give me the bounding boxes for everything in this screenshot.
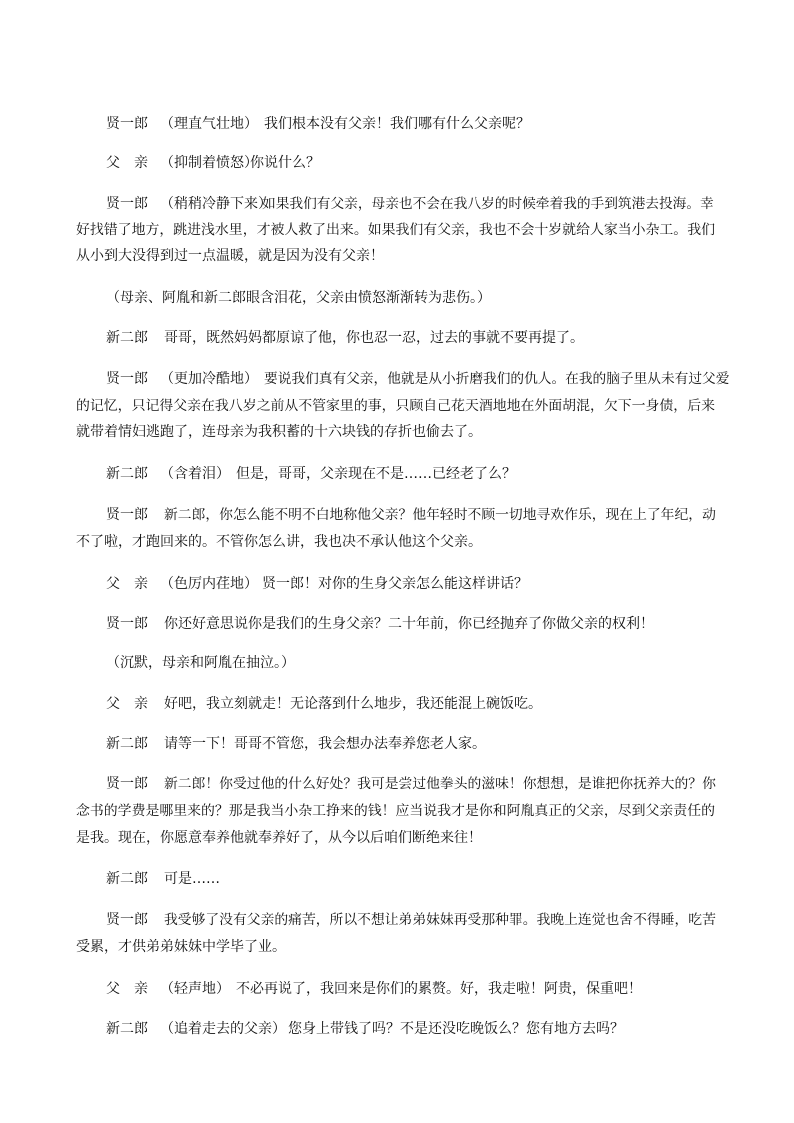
stage-direction: （更加冷酷地） [160,371,258,387]
dialogue-text: 您身上带钱了吗？不是还没吃晚饭么？您有地方去吗？ [288,1021,624,1037]
dialogue-text: 好找错了地方，跳进浅水里，才被人救了出来。如果我们有父亲，我也不会十岁就给人家当小杂工。我们 [76,222,715,238]
stage-note-text: （母亲、阿胤和新二郎眼含泪花，父亲由愤怒渐渐转为悲伤。） [106,290,491,306]
dialogue-text: 从小到大没得到过一点温暖，就是因为没有父亲！ [76,248,384,264]
dialogue-text: 但是，哥哥，父亲现在不是……已经老了么？ [236,466,516,482]
dialogue-text: 不了啦，才跑回来的。不管你怎么讲，我也决不承认他这个父亲。 [76,534,482,550]
dialogue-text: 我们根本没有父亲！我们哪有什么父亲呢？ [264,116,530,132]
speaker-name: 新二郎 [106,736,148,752]
stage-direction: （抑制着愤怒） [160,155,258,171]
dialogue-text: 新二郎！你受过他的什么好处？我可是尝过他拳头的滋味！你想想，是谁把你抚养大的？你 [164,776,716,792]
dialogue-text: 你说什么？ [250,155,320,171]
dialogue-text: 贤一郎！对你的生身父亲怎么能这样讲话？ [262,576,528,592]
speaker-name: 贤一郎 [106,776,148,792]
speaker-name: 贤一郎 [106,507,148,523]
stage-note-text: （沉默，母亲和阿胤在抽泣。） [106,655,295,671]
speaker-name: 贤一郎 [106,196,148,212]
stage-direction: （理直气壮地） [160,116,258,132]
speaker-name: 父 亲 [106,576,148,592]
dialogue-text: 可是…… [164,871,220,887]
dialogue-text: 受累，才供弟弟妹妹中学毕了业。 [76,939,286,955]
dialogue-text: 是我。现在，你愿意奉养他就奉养好了，从今以后咱们断绝来往！ [76,830,482,846]
dialogue-text: 新二郎，你怎么能不明不白地称他父亲？他年轻时不顾一切地寻欢作乐，现在上了年纪，动 [164,507,716,523]
dialogue-text: 不必再说了，我回来是你们的累赘。好，我走啦！阿贵，保重吧！ [236,981,642,997]
dialogue-text: 念书的学费是哪里来的？那是我当小杂工挣来的钱！应当说我才是你和阿胤真正的父亲，尽到父亲责任的 [76,803,715,819]
stage-direction: （含着泪） [160,466,230,482]
speaker-name: 贤一郎 [106,371,148,387]
dialogue-text: 哥哥，既然妈妈都原谅了他，你也忍一忍，过去的事就不要再提了。 [164,330,584,346]
speaker-name: 新二郎 [106,1021,148,1037]
stage-direction: （稍稍冷静下来） [160,196,272,212]
speaker-name: 父 亲 [106,155,148,171]
speaker-name: 新二郎 [106,466,148,482]
speaker-name: 父 亲 [106,981,148,997]
dialogue-text: 你还好意思说你是我们的生身父亲？二十年前，你已经抛弃了你做父亲的权利！ [164,616,654,632]
stage-direction: （追着走去的父亲） [160,1021,286,1037]
stage-direction: （色厉内荏地） [160,576,258,592]
speaker-name: 父 亲 [106,696,148,712]
speaker-name: 贤一郎 [106,912,148,928]
speaker-name: 贤一郎 [106,616,148,632]
dialogue-text: 请等一下！哥哥不管您，我会想办法奉养您老人家。 [164,736,486,752]
dialogue-text: 要说我们真有父亲，他就是从小折磨我们的仇人。在我的脑子里从未有过父爱 [264,371,730,387]
speaker-name: 贤一郎 [106,116,148,132]
dialogue-text: 我受够了没有父亲的痛苦，所以不想让弟弟妹妹再受那种罪。我晚上连觉也舍不得睡，吃苦 [164,912,716,928]
dialogue-text: 好吧，我立刻就走！无论落到什么地步，我还能混上碗饭吃。 [164,696,542,712]
speaker-name: 新二郎 [106,871,148,887]
dialogue-text: 的记忆，只记得父亲在我八岁之前从不管家里的事，只顾自己花天酒地地在外面胡混，欠下一身债，后来 [76,398,715,414]
dialogue-text: 如果我们有父亲，母亲也不会在我八岁的时候牵着我的手到筑港去投海。幸 [262,196,714,212]
dialogue-text: 就带着情妇逃跑了，连母亲为我积蓄的十六块钱的存折也偷去了。 [76,424,482,440]
speaker-name: 新二郎 [106,330,148,346]
stage-direction: （轻声地） [160,981,230,997]
